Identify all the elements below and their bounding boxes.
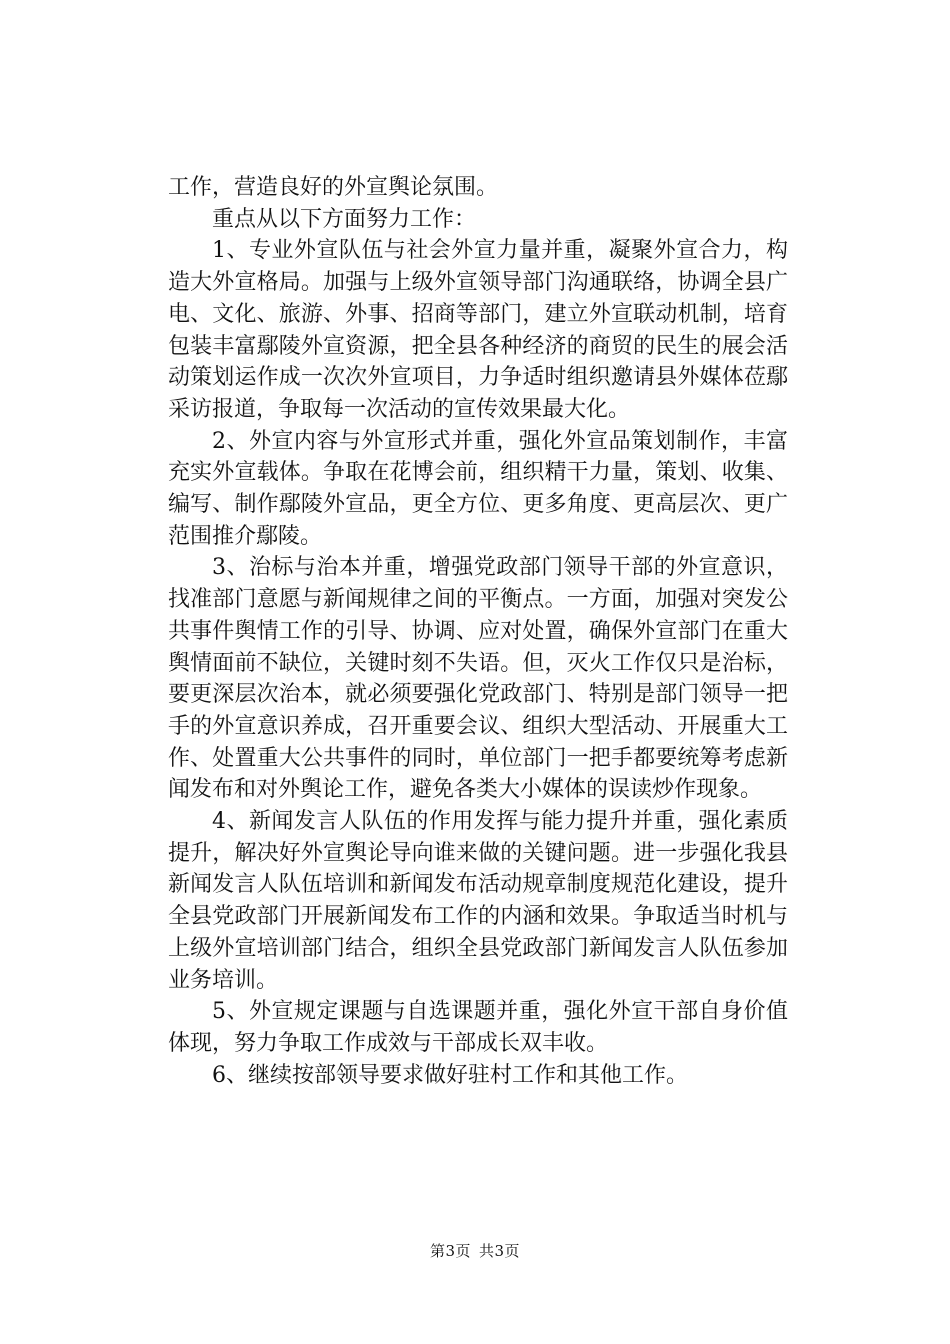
page-number: 第3页 xyxy=(429,1242,471,1260)
paragraph-item-6: 6、继续按部领导要求做好驻村工作和其他工作。 xyxy=(212,1062,688,1088)
paragraph-item-1: 1、专业外宣队伍与社会外宣力量并重，凝聚外宣合力，构造大外宣格局。加强与上级外宣领导部门沟通联络，协调全县广电、文化、旅游、外事、招商等部门，建立外宣联动机制，培育包装丰富鄢陵外宣资源，把全县各种经济的商贸的民生的展会活动策划运作成一次次外宣项目，力争适时组织邀请县外媒体莅鄢采访报道，争取每一次活动的宣传效果最大化。 xyxy=(168,238,788,422)
page-total: 共3页 xyxy=(479,1242,521,1260)
page-footer xyxy=(0,1240,950,1261)
paragraph-item-2: 2、外宣内容与外宣形式并重，强化外宣品策划制作，丰富充实外宣载体。争取在花博会前，组织精干力量，策划、收集、编写、制作鄢陵外宣品，更全方位、更多角度、更高层次、更广范围推介鄢陵。 xyxy=(168,428,788,549)
paragraph-item-3: 3、治标与治本并重，增强党政部门领导干部的外宣意识，找准部门意愿与新闻规律之间的平衡点。一方面，加强对突发公共事件舆情工作的引导、协调、应对处置，确保外宣部门在重大舆情面前不缺位，关键时刻不失语。但，灭火工作仅只是治标，要更深层次治本，就必须要强化党政部门、特别是部门领导一把手的外宣意识养成，召开重要会议、组织大型活动、开展重大工作、处置重大公共事件的同时，单位部门一把手都要统筹考虑新闻发布和对外舆论工作，避免各类大小媒体的误读炒作现象。 xyxy=(168,555,788,803)
paragraph-continuation: 工作，营造良好的外宣舆论氛围。 xyxy=(168,175,499,200)
paragraph-item-5: 5、外宣规定课题与自选课题并重，强化外宣干部自身价值体现，努力争取工作成效与干部成长双丰收。 xyxy=(168,999,788,1056)
paragraph-intro: 重点从以下方面努力工作： xyxy=(212,206,477,232)
paragraph-item-4: 4、新闻发言人队伍的作用发挥与能力提升并重，强化素质提升，解决好外宣舆论导向谁来做的关键问题。进一步强化我县新闻发言人队伍培训和新闻发布活动规章制度规范化建设，提升全县党政部门开展新闻发布工作的内涵和效果。争取适当时机与上级外宣培训部门结合，组织全县党政部门新闻发言人队伍参加业务培训。 xyxy=(168,809,788,993)
document-body xyxy=(168,172,788,1091)
